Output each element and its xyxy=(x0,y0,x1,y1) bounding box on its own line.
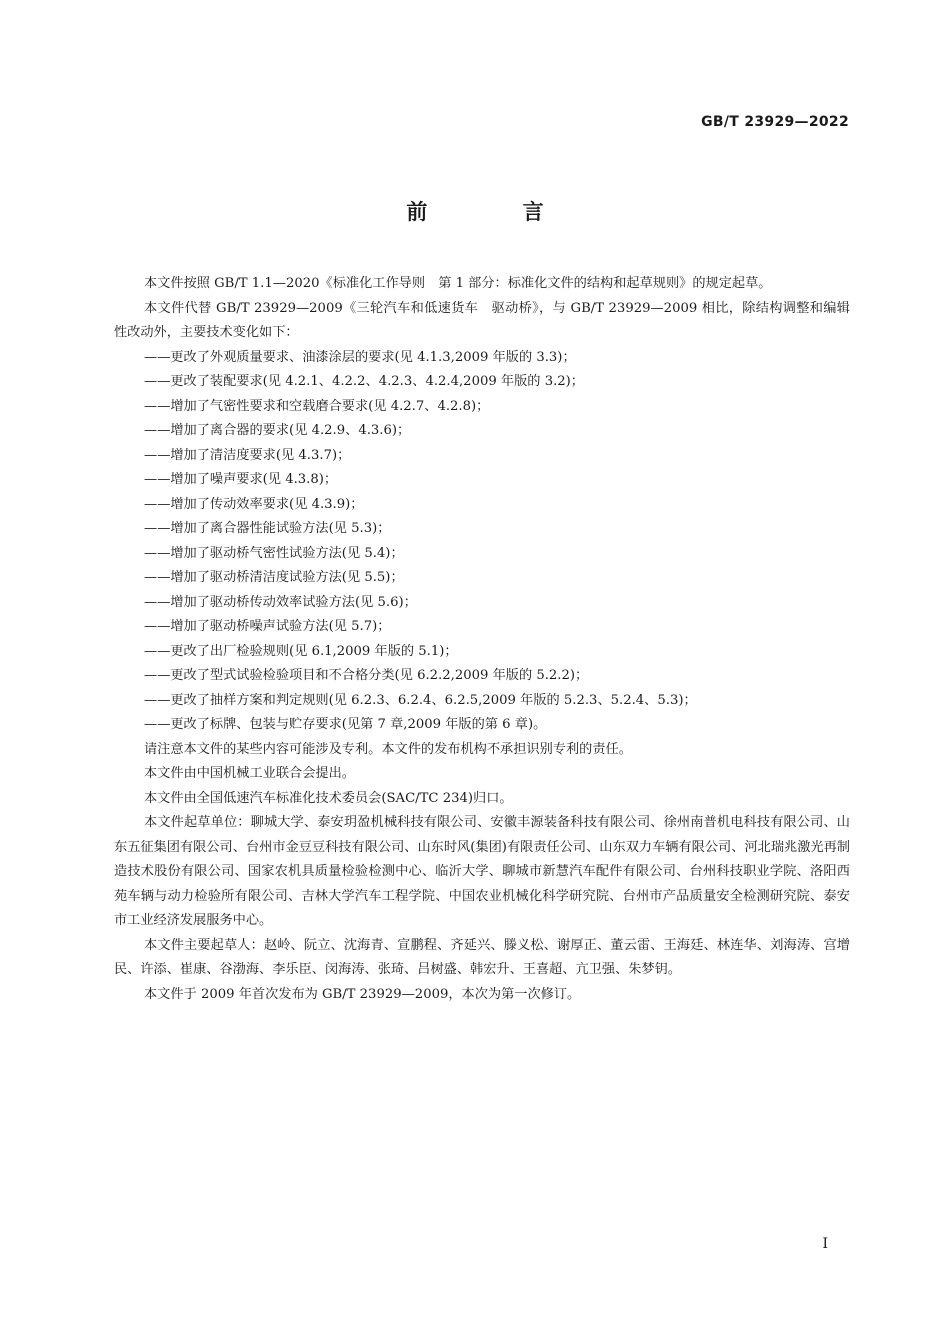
list-item: ——更改了外观质量要求、油漆涂层的要求(见 4.1.3,2009 年版的 3.3)； xyxy=(144,349,576,365)
list-item: ——增加了离合器性能试验方法(见 5.3)； xyxy=(144,521,391,536)
page-number: I xyxy=(822,1236,828,1252)
list-item: ——增加了驱动桥噪声试验方法(见 5.7)； xyxy=(144,619,391,634)
list-item: ——增加了驱动桥传动效率试验方法(见 5.6)； xyxy=(144,594,417,610)
list-item: ——更改了装配要求(见 4.2.1、4.2.2、4.2.3、4.2.4,2009 年版的 3.2)； xyxy=(144,374,584,389)
proposer-statement: 本文件由中国机械工业联合会提出。 xyxy=(144,766,355,781)
intro-paragraph-1: 本文件按照 GB/T 1.1—2020《标准化工作导则 第 1 部分：标准化文件的结构和起草规则》的规定起草。 xyxy=(144,276,772,291)
patent-notice: 请注意本文件的某些内容可能涉及专利。本文件的发布机构不承担识别专利的责任。 xyxy=(144,741,632,757)
custodian-statement: 本文件由全国低速汽车标准化技术委员会(SAC/TC 234)归口。 xyxy=(144,790,513,806)
list-item: ——增加了离合器的要求(见 4.2.9、4.3.6)； xyxy=(144,423,411,438)
list-item: ——增加了清洁度要求(见 4.3.7)； xyxy=(144,447,351,463)
page-title: 前 言 xyxy=(406,200,588,224)
publication-history: 本文件于 2009 年首次发布为 GB/T 23929—2009，本次为第一次修订。 xyxy=(144,986,581,1002)
list-item: ——增加了驱动桥清洁度试验方法(见 5.5)； xyxy=(144,570,404,585)
list-item: ——增加了气密性要求和空载磨合要求(见 4.2.7、4.2.8)； xyxy=(144,398,490,414)
list-item: ——增加了驱动桥气密性试验方法(见 5.4)； xyxy=(144,545,404,561)
list-item: ——增加了传动效率要求(见 4.3.9)； xyxy=(144,496,364,512)
drafting-units: 本文件起草单位：聊城大学、泰安玥盈机械科技有限公司、安徽丰源装备科技有限公司、徐州南普机电科技有限公司、山东五征集团有限公司、台州市金豆豆科技有限公司、山东时风(集团)有限责任公司、山东双力车辆有限公司、河北瑞兆激光再制造技术股份有限公司、国家农机具质量检验检测中心、临沂大学、聊城市新慧汽车配件有限公司、台州科技职业学院、洛阳西苑车辆与动力检验所有限公司、吉林大学汽车工程学院、中国农业机械化科学研究院、台州市产品质量安全检测研究院、泰安市工业经济发展服务中心。 xyxy=(114,815,850,928)
foreword-body xyxy=(114,272,850,1007)
drafters: 本文件主要起草人：赵岭、阮立、沈海青、宣鹏程、齐延兴、滕义松、谢厚正、董云雷、王海廷、林连华、刘海涛、宫增民、许添、崔康、谷渤海、李乐臣、闵海涛、张琦、吕树盛、韩宏升、王喜超、亢卫强、朱梦钥。 xyxy=(114,937,850,977)
list-item: ——更改了抽样方案和判定规则(见 6.2.3、6.2.4、6.2.5,2009 年版的 5.2.3、5.2.4、5.3)； xyxy=(144,692,697,708)
changes-list xyxy=(114,346,850,738)
list-item: ——更改了标牌、包装与贮存要求(见第 7 章,2009 年版的第 6 章)。 xyxy=(144,717,547,732)
list-item: ——更改了型式试验检验项目和不合格分类(见 6.2.2,2009 年版的 5.2.2)； xyxy=(144,668,589,683)
intro-paragraph-2: 本文件代替 GB/T 23929—2009《三轮汽车和低速货车 驱动桥》，与 GB/T 23929—2009 相比，除结构调整和编辑性改动外，主要技术变化如下： xyxy=(114,300,850,340)
standard-number: GB/T 23929—2022 xyxy=(701,114,849,130)
list-item: ——更改了出厂检验规则(见 6.1,2009 年版的 5.1)； xyxy=(144,643,458,659)
list-item: ——增加了噪声要求(见 4.3.8)； xyxy=(144,472,338,487)
